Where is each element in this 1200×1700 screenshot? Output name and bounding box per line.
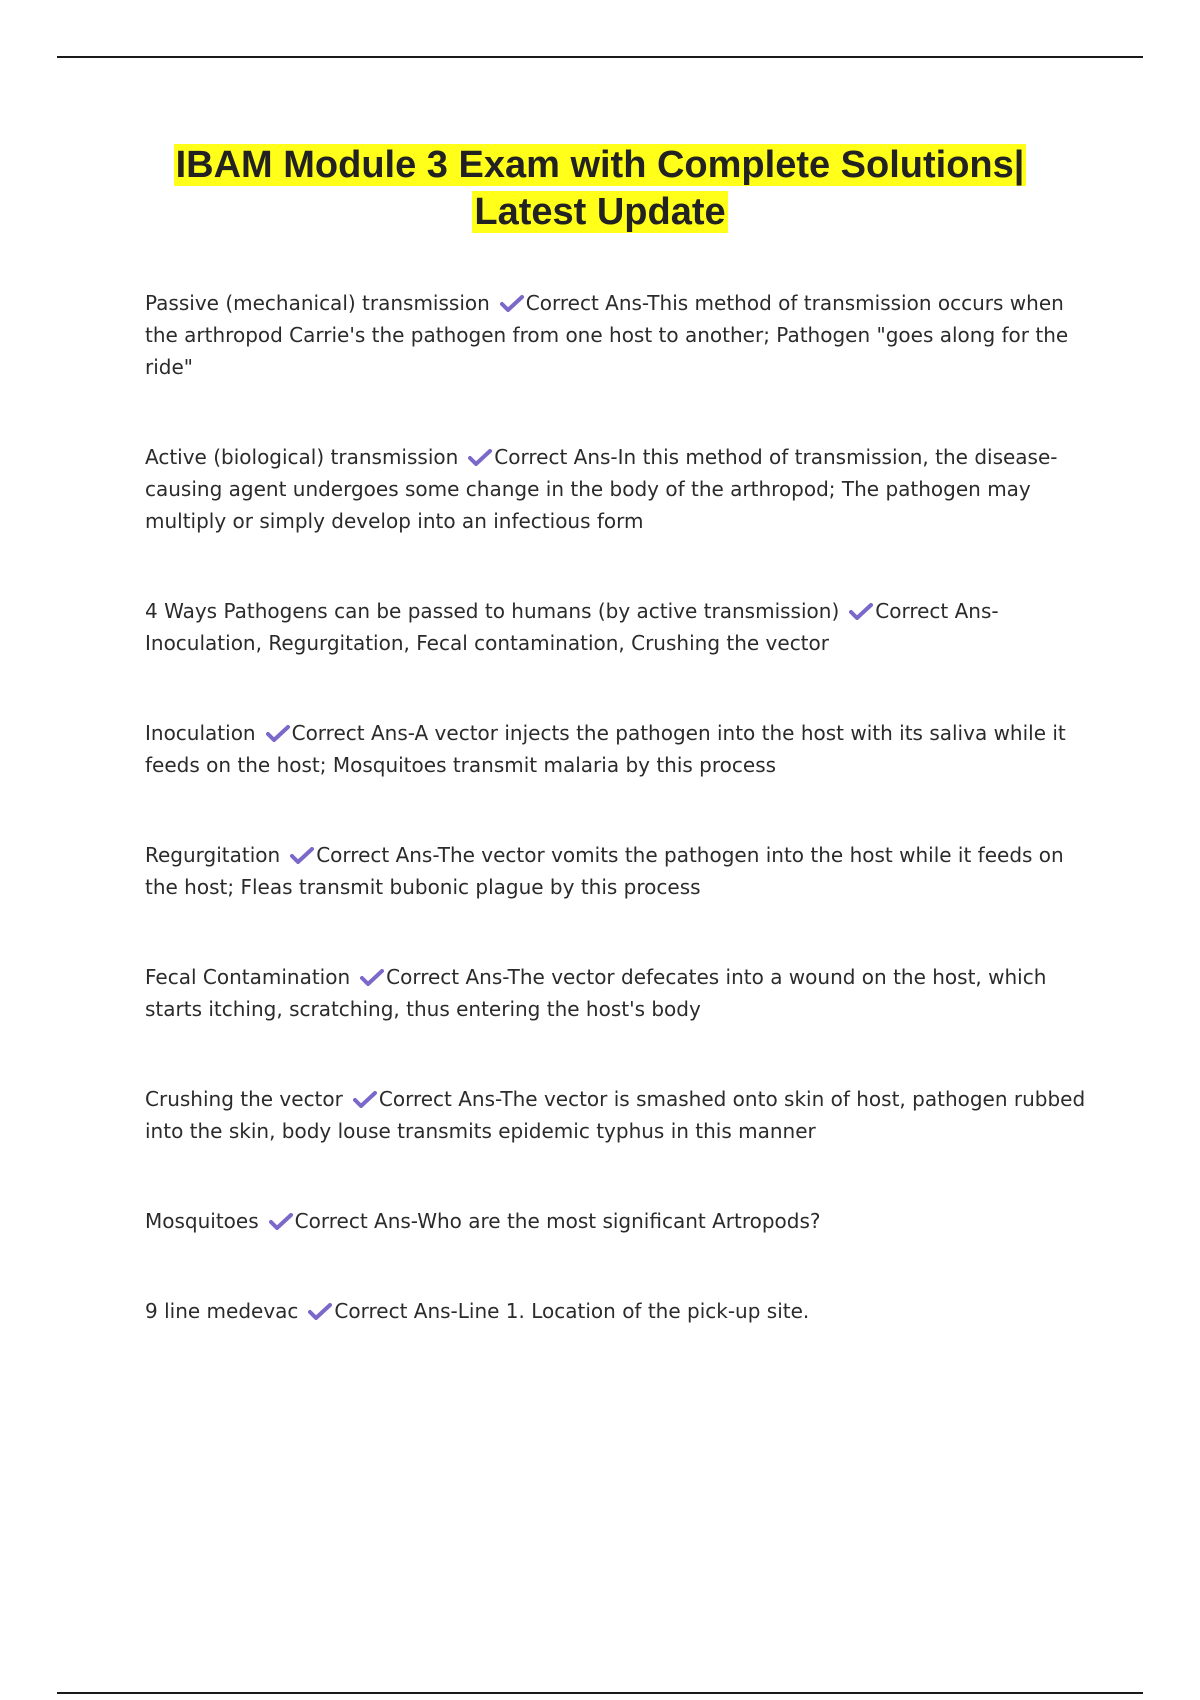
qa-item: [145, 1083, 1090, 1147]
qa-answer: Correct Ans-A vector injects the pathogen into the host with its saliva while it feeds on the host; Mosquitoes transmit malaria by this process: [145, 721, 1066, 777]
checkmark-icon: [266, 724, 290, 742]
qa-answer: Correct Ans-The vector is smashed onto skin of host, pathogen rubbed into the skin, body louse transmits epidemic typhus in this manner: [145, 1087, 1086, 1143]
qa-answer: Correct Ans-In this method of transmission, the disease-causing agent undergoes some change in the body of the arthropod; The pathogen may multiply or simply develop into an infectious form: [145, 445, 1058, 533]
qa-term: Mosquitoes: [145, 1209, 259, 1233]
qa-term: 9 line medevac: [145, 1299, 299, 1323]
header-rule: [57, 56, 1143, 58]
checkmark-icon: [360, 968, 384, 986]
title-line-2: Latest Update: [474, 191, 726, 233]
qa-item: [145, 595, 1090, 659]
qa-answer: Correct Ans-The vector vomits the pathogen into the host while it feeds on the host; Fleas transmit bubonic plague by this process: [145, 843, 1064, 899]
qa-term: Inoculation: [145, 721, 256, 745]
checkmark-icon: [269, 1212, 293, 1230]
qa-answer: Correct Ans-Inoculation, Regurgitation, Fecal contamination, Crushing the vector: [145, 599, 999, 655]
checkmark-icon: [308, 1302, 332, 1320]
qa-answer: Correct Ans-The vector defecates into a wound on the host, which starts itching, scratching, thus entering the host's body: [145, 965, 1047, 1021]
qa-item: [145, 839, 1090, 903]
checkmark-icon: [500, 294, 524, 312]
qa-list: [145, 287, 1090, 1327]
checkmark-icon: [353, 1090, 377, 1108]
qa-answer: Correct Ans-This method of transmission occurs when the arthropod Carrie's the pathogen from one host to another; Pathogen "goes along for the ride": [145, 291, 1069, 379]
title-line-1: IBAM Module 3 Exam with Complete Solutions|: [175, 144, 1025, 186]
qa-term: Active (biological) transmission: [145, 445, 459, 469]
qa-item: [145, 441, 1090, 537]
qa-answer: Correct Ans-Who are the most significant Artropods?: [294, 1209, 821, 1233]
qa-item: [145, 1295, 1090, 1327]
qa-term: Fecal Contamination: [145, 965, 351, 989]
checkmark-icon: [849, 602, 873, 620]
qa-item: [145, 1205, 1090, 1237]
qa-term: Crushing the vector: [145, 1087, 343, 1111]
qa-term: 4 Ways Pathogens can be passed to humans (by active transmission): [145, 599, 840, 623]
checkmark-icon: [290, 846, 314, 864]
qa-term: Regurgitation: [145, 843, 281, 867]
qa-item: [145, 717, 1090, 781]
qa-answer: Correct Ans-Line 1. Location of the pick-up site.: [334, 1299, 810, 1323]
qa-item: [145, 961, 1090, 1025]
qa-term: Passive (mechanical) transmission: [145, 291, 490, 315]
checkmark-icon: [468, 448, 492, 466]
page-title: [60, 142, 1140, 236]
footer-rule: [57, 1692, 1143, 1694]
qa-item: [145, 287, 1090, 383]
